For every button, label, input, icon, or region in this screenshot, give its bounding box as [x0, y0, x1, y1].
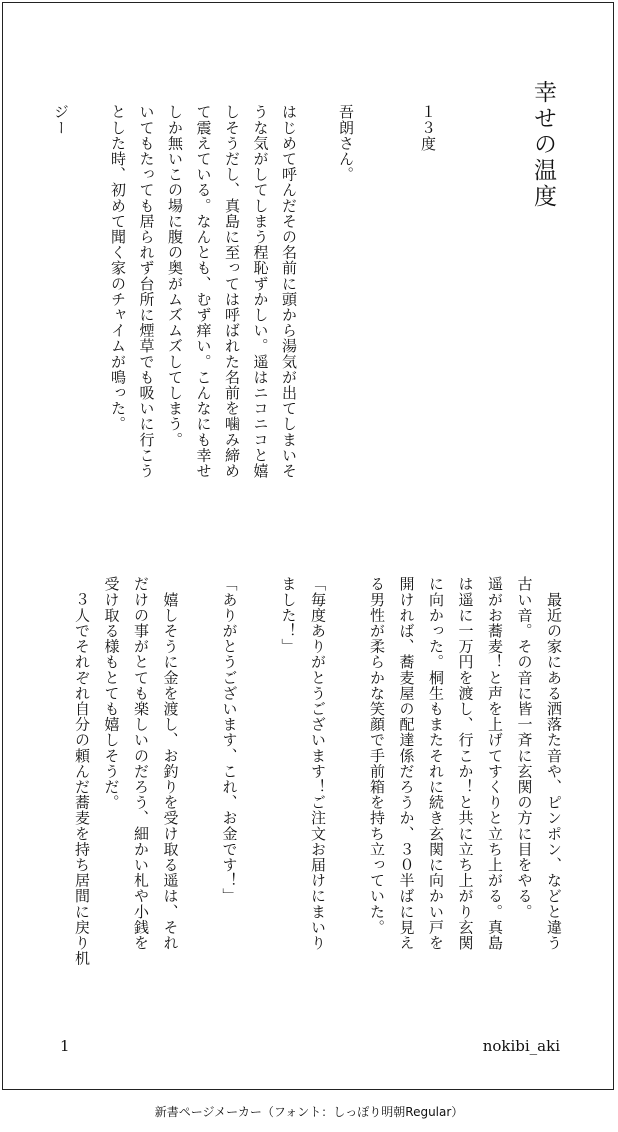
- text-column: 嬉しそうに金を渡し、お釣りを受け取る遥は、それ: [161, 576, 180, 951]
- generator-credit: 新書ページメーカー（フォント：しっぽり明朝Regular）: [154, 1105, 464, 1119]
- text-column: る男性が柔らかな笑顔で手前箱を持ち立っていた。: [368, 576, 386, 935]
- text-column: いてもたっても居られず台所に煙草でも吸いに行こう: [137, 104, 156, 479]
- text-column: 受け取る様もとても嬉しそうだ。: [102, 576, 121, 810]
- page-number: 1: [60, 1037, 70, 1055]
- text-column: しか無いこの場に腹の奥がムズムズしてしまう。: [166, 104, 184, 448]
- text-column: 「毎度ありがとうございます！ご注文お届けにまいり: [309, 576, 327, 951]
- chapter-heading: １３度: [419, 104, 437, 152]
- text-column: は遥に一万円を渡し、行こか！と共に立ち上がり玄関: [456, 576, 475, 951]
- text-column: ました！」: [279, 576, 298, 654]
- text-column: うな気がしてしまう程恥ずかしい。遥はニコニコと嬉: [251, 104, 270, 479]
- text-column: に向かった。桐生もまたそれに続き玄関に向かい戸を: [427, 576, 445, 951]
- text-column: 吾朗さん。: [337, 104, 355, 182]
- text-column: 開ければ、蕎麦屋の配達係だろうか、３０半ばに見え: [397, 576, 416, 951]
- text-column: ジー: [52, 104, 70, 136]
- text-column: 古い音。その音に皆一斉に玄関の方に目をやる。: [515, 576, 534, 920]
- text-column: 遥がお蕎麦！と声を上げてすくりと立ち上がる。真島: [486, 576, 504, 951]
- text-column: はじめて呼んだその名前に頭から湯気が出てしまいそ: [280, 104, 298, 479]
- author-name: nokibi_aki: [482, 1037, 560, 1055]
- text-column: 最近の家にある洒落た音や、ピンポン、などと違う: [545, 576, 563, 951]
- text-column: しそうだし、真島に至っては呼ばれた名前を噛み締め: [223, 104, 241, 479]
- text-column: て震えている。なんとも、むず痒い。こんなにも幸せ: [194, 104, 213, 479]
- text-column: とした時、初めて聞く家のチャイムが鳴った。: [109, 104, 127, 432]
- text-column: ３人でそれぞれ自分の頼んだ蕎麦を持ち居間に戻り机: [73, 576, 91, 966]
- story-title: 幸せの温度: [530, 80, 556, 210]
- text-column: だけの事がとても楽しいのだろう、細かい札や小銭を: [132, 576, 150, 951]
- text-column: 「ありがとうございます、これ、お金です！」: [220, 576, 239, 904]
